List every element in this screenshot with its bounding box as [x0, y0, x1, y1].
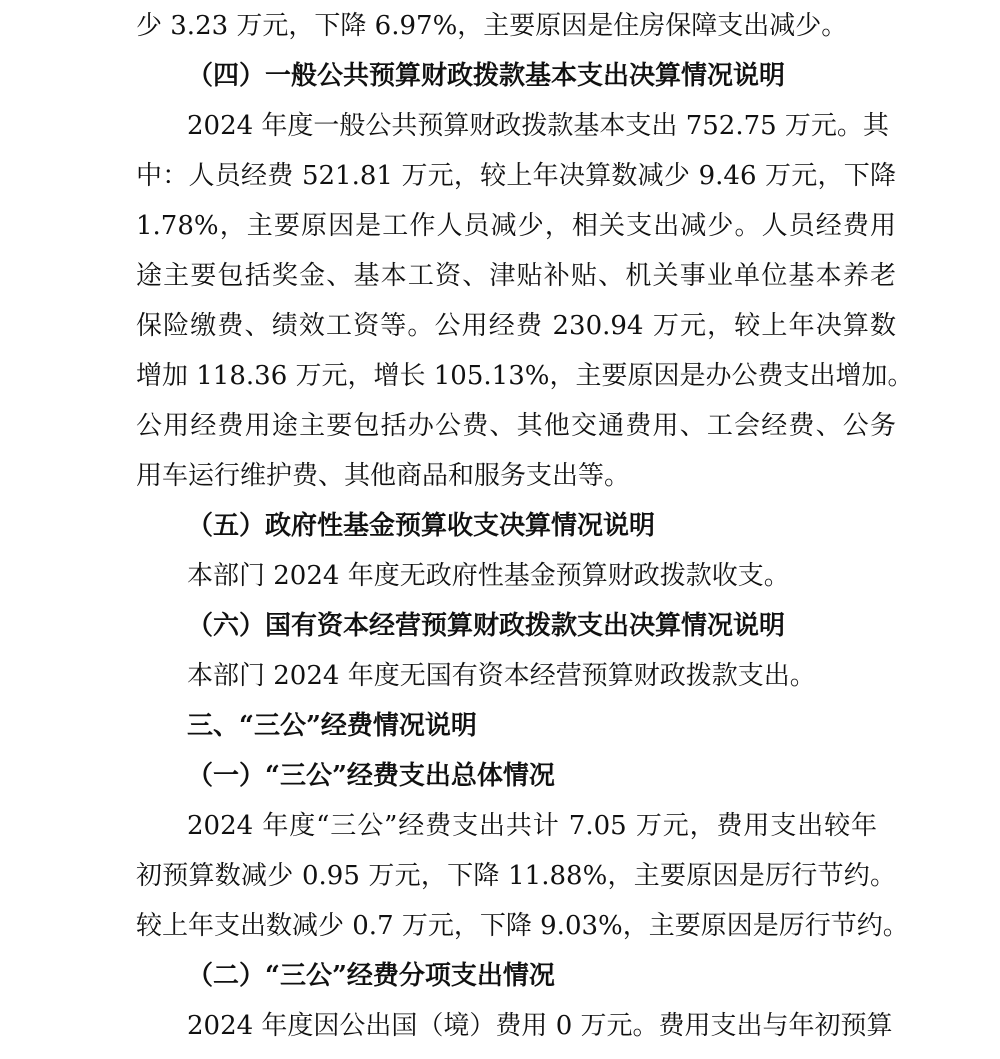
- section-heading: （五）政府性基金预算收支决算情况说明: [187, 511, 656, 541]
- paragraph-line: 2024 年度因公出国（境）费用 0 万元。费用支出与年初预算: [187, 1011, 893, 1041]
- section-heading: （四）一般公共预算财政拨款基本支出决算情况说明: [187, 61, 786, 91]
- paragraph-line: 用车运行维护费、其他商品和服务支出等。: [136, 461, 631, 491]
- paragraph-line: 较上年支出数减少 0.7 万元，下降 9.03%，主要原因是厉行节约。: [136, 911, 909, 941]
- section-heading: （六）国有资本经营预算财政拨款支出决算情况说明: [187, 611, 786, 641]
- chapter-heading: 三、“三公”经费情况说明: [187, 711, 477, 741]
- section-heading: （二）“三公”经费分项支出情况: [187, 961, 555, 991]
- section-heading: （一）“三公”经费支出总体情况: [187, 761, 555, 791]
- paragraph-line: 途主要包括奖金、基本工资、津贴补贴、机关事业单位基本养老: [136, 261, 896, 291]
- paragraph-line: 本部门 2024 年度无国有资本经营预算财政拨款支出。: [187, 661, 816, 691]
- paragraph-line: 2024 年度一般公共预算财政拨款基本支出 752.75 万元。其: [187, 111, 889, 141]
- paragraph-line: 中：人员经费 521.81 万元，较上年决算数减少 9.46 万元，下降: [136, 161, 896, 191]
- paragraph-line: 初预算数减少 0.95 万元，下降 11.88%，主要原因是厉行节约。: [136, 861, 896, 891]
- paragraph-line: 本部门 2024 年度无政府性基金预算财政拨款收支。: [187, 561, 790, 591]
- paragraph-line: 1.78%，主要原因是工作人员减少，相关支出减少。人员经费用: [136, 211, 896, 241]
- paragraph-line: 公用经费用途主要包括办公费、其他交通费用、工会经费、公务: [136, 411, 896, 441]
- paragraph-line: 保险缴费、绩效工资等。公用经费 230.94 万元，较上年决算数: [136, 311, 896, 341]
- paragraph-line: 增加 118.36 万元，增长 105.13%，主要原因是办公费支出增加。: [136, 361, 914, 391]
- paragraph-line: 2024 年度“三公”经费支出共计 7.05 万元，费用支出较年: [187, 811, 877, 841]
- paragraph-line: 少 3.23 万元，下降 6.97%，主要原因是住房保障支出减少。: [136, 11, 848, 41]
